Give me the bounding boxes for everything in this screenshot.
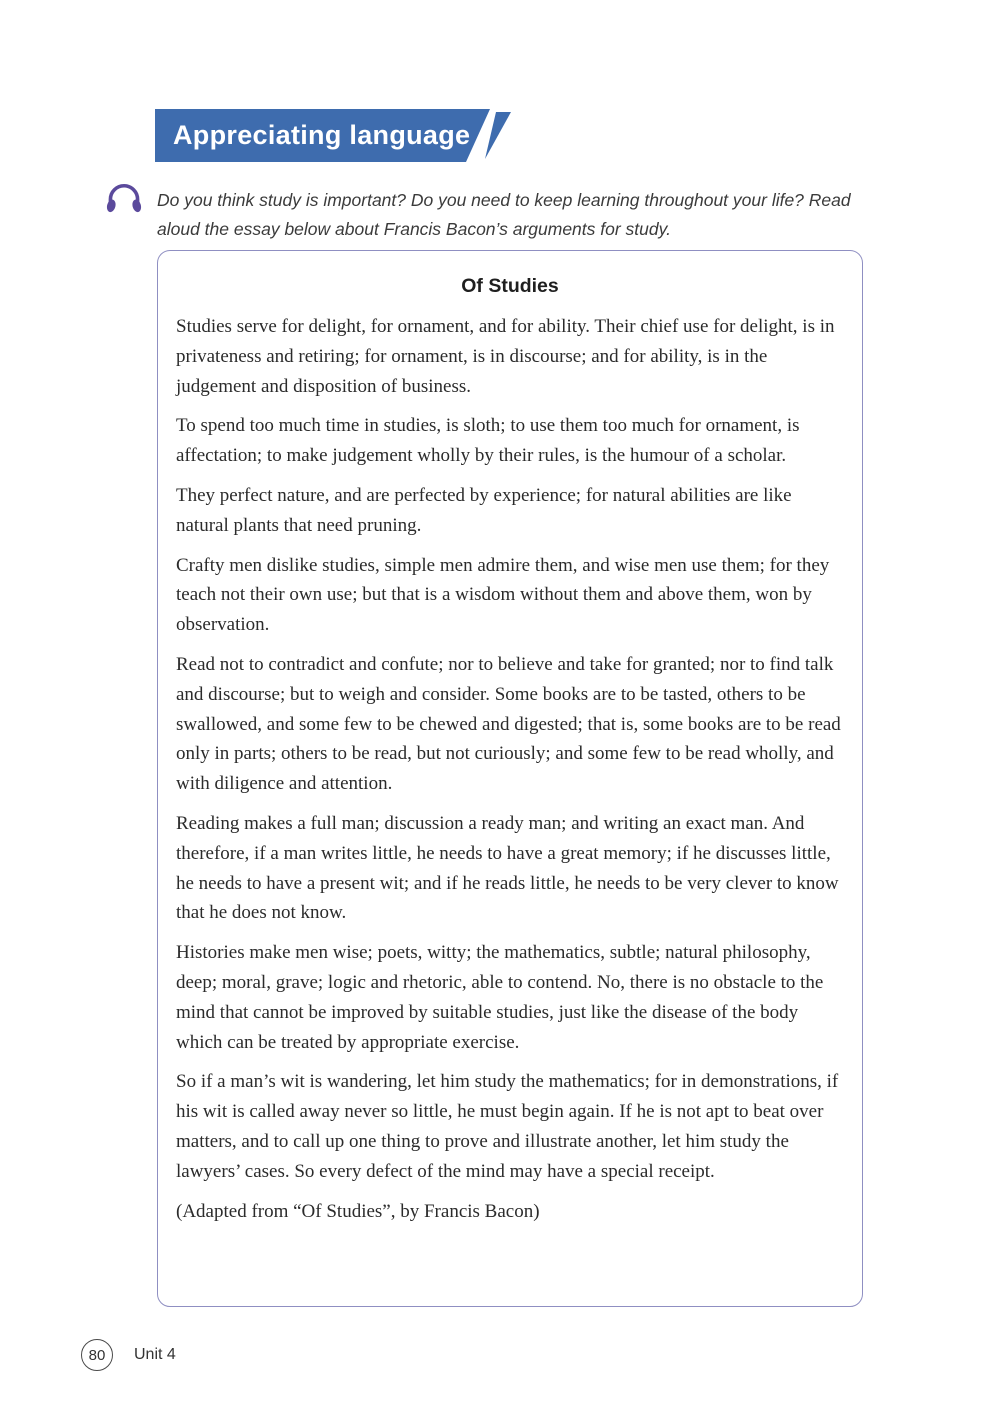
essay-paragraph: They perfect nature, and are perfected by experience; for natural abilities are like natural plants that need pruning. — [176, 484, 792, 536]
essay-paragraph: So if a man’s wit is wandering, let him study the mathematics; for in demonstrations, if his wit is called away never so little, he must begin again. If he is not apt to beat over matters, and to call up one thing to prove and illustrate another, let him study the lawyers’ cases. So every defect of the mind may have a special receipt. — [176, 1071, 839, 1182]
page-footer — [81, 1339, 176, 1371]
essay-paragraph: Reading makes a full man; discussion a ready man; and writing an exact man. And therefore, if a man writes little, he needs to have a great memory; if he discusses little, he needs to have a present wit; and if he reads little, he needs to be very clever to know that he does not know. — [176, 812, 839, 924]
essay-paragraph: To spend too much time in studies, is sloth; to use them too much for ornament, is affectation; to make judgement wholly by their rules, is the humour of a scholar. — [176, 415, 800, 467]
instruction-text: Do you think study is important? Do you need to keep learning throughout your life? Read aloud the essay below about Francis Bacon’s arguments for study. — [157, 190, 851, 239]
essay-paragraph: Crafty men dislike studies, simple men admire them, and wise men use them; for they teach not their own use; but that is a wisdom without them and above them, won by observation. — [176, 554, 830, 636]
essay-attribution: (Adapted from “Of Studies”, by Francis Bacon) — [176, 1200, 540, 1222]
section-title: Appreciating language — [173, 120, 471, 150]
essay-title: Of Studies — [461, 275, 559, 297]
essay-paragraph: Read not to contradict and confute; nor to believe and take for granted; nor to find talk and discourse; but to weigh and consider. Some books are to be tasted, others to be swallowed, and some few to be chewed and digested; that is, some books are to be read only in parts; others to be read, but not curiously; and some few to be read wholly, and with diligence and attention. — [176, 653, 841, 795]
essay-paragraph: Studies serve for delight, for ornament, and for ability. Their chief use for delight, is in privateness and retiring; for ornament, is in discourse; and for ability, is in the judgement and disposition of business. — [176, 316, 835, 397]
section-banner — [155, 109, 512, 162]
page-number-badge: 80 — [81, 1339, 113, 1371]
essay-box — [157, 250, 863, 1307]
headphones-icon — [106, 183, 142, 217]
essay-paragraph: Histories make men wise; poets, witty; the mathematics, subtle; natural philosophy, deep; moral, grave; logic and rhetoric, able to contend. No, there is no obstacle to the mind that cannot be improved by suitable studies, just like the disease of the body which can be treated by appropriate exercise. — [176, 942, 824, 1053]
unit-label: Unit 4 — [134, 1346, 176, 1363]
essay-body — [176, 312, 844, 1226]
